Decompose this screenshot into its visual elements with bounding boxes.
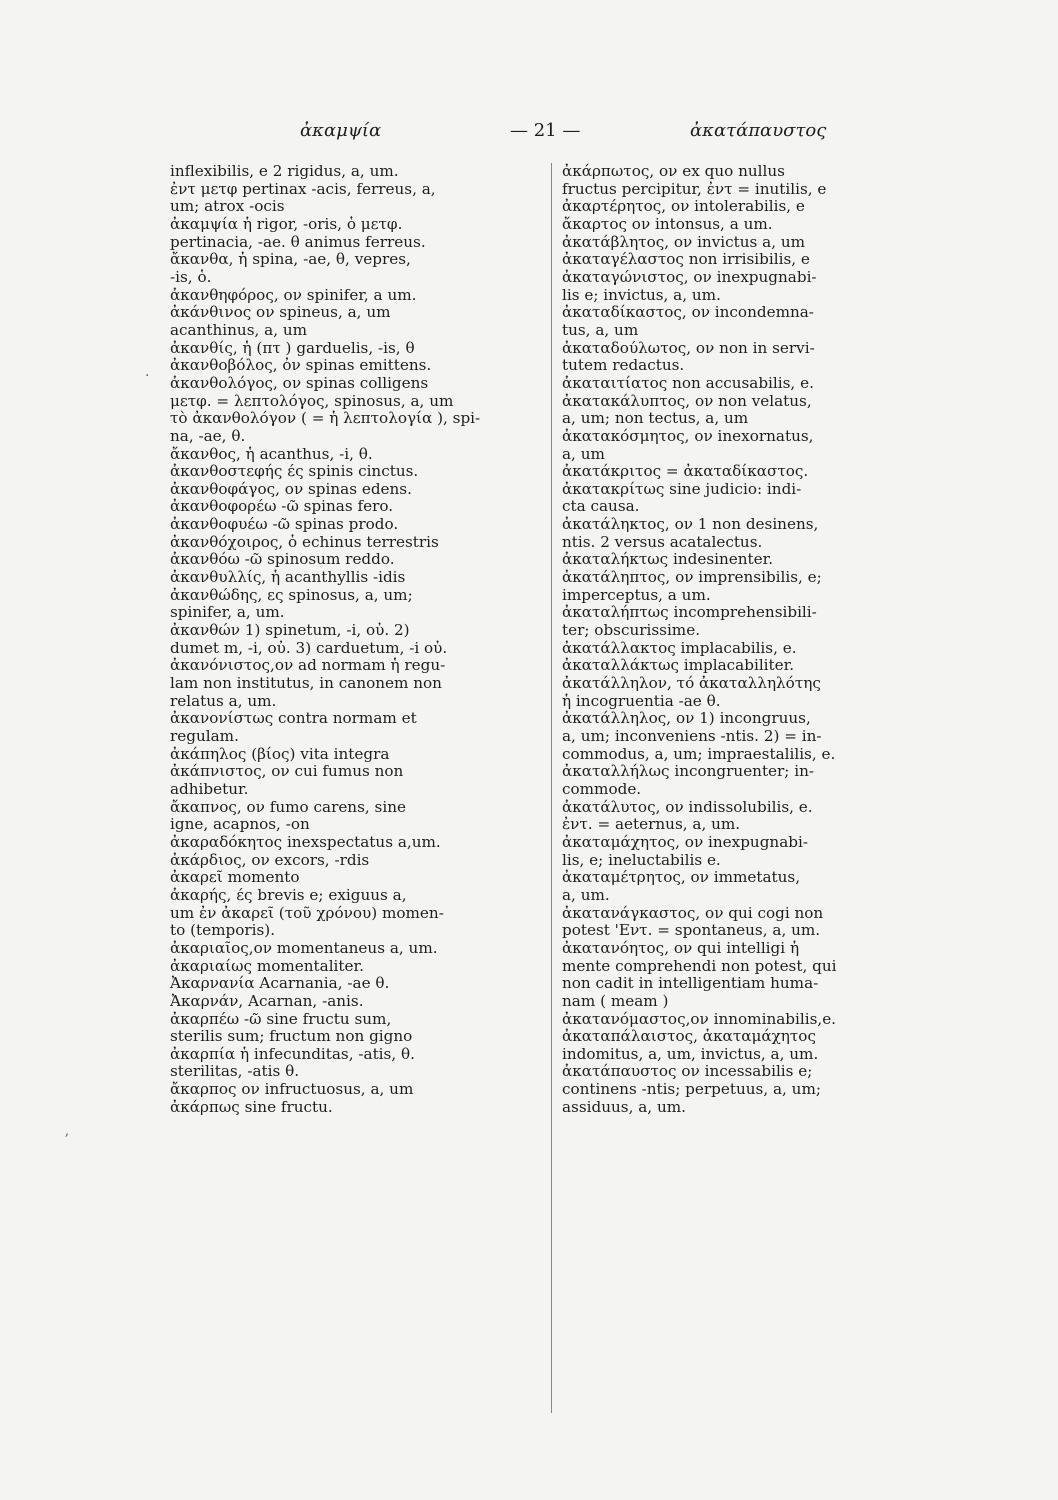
entry-line: τὸ ἀκανθολόγον ( = ἡ λεπτολογία ), spi-: [170, 410, 481, 428]
entry-line: ἀκανθολόγος, ον spinas colligens: [170, 374, 429, 392]
entry-line: a, um: [562, 445, 605, 463]
entry-line: assiduus, a, um.: [562, 1098, 686, 1116]
entry-line: sterilitas, -atis θ.: [170, 1063, 300, 1081]
entry-line: Ἀκαρνάν, Acarnan, -anis.: [170, 992, 364, 1010]
entry-line: ἀκαταλλήλως incongruenter; in-: [562, 763, 815, 781]
entry-line: ἀκανόνιστος,ον ad normam ἡ regu-: [170, 657, 446, 675]
entry-line: nam ( meam ): [562, 992, 669, 1010]
entry-line: mente comprehendi non potest, qui: [562, 957, 837, 975]
entry-line: ἀκανθοφορέω -ῶ spinas fero.: [170, 498, 394, 516]
entry-line: ἀκαρπία ἡ infecunditas, -atis, θ.: [170, 1045, 415, 1063]
left-column: [170, 163, 542, 1116]
entry-line: ἀκανθίς, ἡ (πτ ) garduelis, -is, θ: [170, 339, 415, 357]
margin-mark: ʼ: [64, 1132, 69, 1148]
entry-line: ἀκαταιτίατος non accusabilis, e.: [562, 374, 814, 392]
entry-line: ἀκανθυλλίς, ἡ acanthyllis -idis: [170, 569, 406, 587]
entry-line: commodus, a, um; impraestalilis, e.: [562, 745, 836, 763]
entry-line: fructus percipitur, ἐντ = inutilis, e: [562, 180, 827, 198]
entry-line: ἀκατάλυτος, ον indissolubilis, e.: [562, 798, 813, 816]
entry-line: ἀκαρής, ές brevis e; exiguus a,: [170, 886, 407, 904]
page-header: [160, 120, 900, 148]
entry-line: ἀκανθοφυέω -ῶ spinas prodo.: [170, 516, 399, 534]
entry-line: lis, e; ineluctabilis e.: [562, 851, 721, 869]
column-divider: [551, 163, 552, 1413]
entry-line: ἀκάρπως sine fructu.: [170, 1098, 333, 1116]
entry-line: ἀκατανόμαστος,ον innominabilis,e.: [562, 1010, 837, 1028]
entry-line: ἀκανθηφόρος, ον spinifer, a um.: [170, 286, 417, 304]
entry-line: ἀκατακόσμητος, ον inexornatus,: [562, 427, 814, 445]
entry-line: sterilis sum; fructum non gigno: [170, 1028, 413, 1046]
entry-line: ἀκανονίστως contra normam et: [170, 710, 417, 728]
entry-line: cta causa.: [562, 498, 640, 516]
entry-line: ἀκαταλλάκτως implacabiliter.: [562, 657, 795, 675]
entry-line: ἀκατάλλακτος implacabilis, e.: [562, 639, 797, 657]
entry-line: ἀκανθοφάγος, ον spinas edens.: [170, 480, 412, 498]
entry-line: ἀκαρτέρητος, ον intolerabilis, e: [562, 198, 805, 216]
entry-line: ἐντ. = aeternus, a, um.: [562, 816, 741, 834]
entry-line: ἀκανθόχοιρος, ὁ echinus terrestris: [170, 533, 439, 551]
entry-line: adhibetur.: [170, 780, 249, 798]
entry-line: ἀκαρεῖ momento: [170, 869, 300, 887]
entry-line: tus, a, um: [562, 321, 639, 339]
entry-line: potest 'Εντ. = spontaneus, a, um.: [562, 922, 821, 940]
entry-line: ἀκάνθινος ον spineus, a, um: [170, 304, 391, 322]
entry-line: ἀκαταδίκαστος, ον incondemna-: [562, 304, 814, 322]
entry-line: ἡ incogruentia -ae θ.: [562, 692, 721, 710]
entry-line: ἀκαταλήπτως incomprehensibili-: [562, 604, 817, 622]
entry-line: ἀκαταγώνιστος, ον inexpugnabi-: [562, 268, 817, 286]
entry-line: ἀκατακρίτως sine judicio: indi-: [562, 480, 802, 498]
entry-line: ἄκαπνος, ον fumo carens, sine: [170, 798, 406, 816]
entry-line: ἀκατανάγκαστος, ον qui cogi non: [562, 904, 824, 922]
entry-line: acanthinus, a, um: [170, 321, 308, 339]
entry-line: to (temporis).: [170, 922, 276, 940]
entry-line: indomitus, a, um, invictus, a, um.: [562, 1045, 819, 1063]
entry-line: a, um.: [562, 886, 610, 904]
entry-line: Ἀκαρνανία Acarnania, -ae θ.: [170, 975, 390, 993]
entry-line: ἀκατάλληλον, τό ἀκαταλληλότης: [562, 675, 821, 693]
entry-line: ἀκαραδόκητος inexspectatus a,um.: [170, 833, 441, 851]
entry-line: commode.: [562, 780, 642, 798]
entry-line: ἀκανθών 1) spinetum, -i, οὐ. 2): [170, 622, 410, 640]
entry-line: dumet m, -i, οὐ. 3) carduetum, -i οὐ.: [170, 639, 448, 657]
entry-line: a, um; inconveniens -ntis. 2) = in-: [562, 728, 822, 745]
header-left-guideword: ἀκαμψία: [300, 120, 382, 141]
entry-line: ἄκαρτος ον intonsus, a um.: [562, 215, 773, 233]
entry-line: ἀκατάβλητος, ον invictus a, um: [562, 233, 806, 251]
entry-line: non cadit in intelligentiam huma-: [562, 975, 819, 993]
entry-line: ἀκανθόω -ῶ spinosum reddo.: [170, 551, 395, 569]
entry-line: ἀκαρπέω -ῶ sine fructu sum,: [170, 1010, 392, 1028]
entry-line: ἀκατακάλυπτος, ον non velatus,: [562, 392, 812, 410]
entry-line: ἄκαρπος ον infructuosus, a, um: [170, 1081, 414, 1099]
margin-mark: ·: [145, 368, 150, 384]
entry-line: igne, acapnos, -on: [170, 816, 310, 834]
entry-line: ἀκάρπωτος, ον ex quo nullus: [562, 163, 785, 180]
entry-line: μετφ. = λεπτολόγος, spinosus, a, um: [170, 392, 454, 410]
entry-line: ἀκατάλληλος, ον 1) incongruus,: [562, 710, 811, 728]
right-column: [562, 163, 900, 1116]
entry-line: ἀκαριαίως momentaliter.: [170, 957, 364, 975]
entry-line: ἀκατάληκτος, ον 1 non desinens,: [562, 516, 819, 534]
header-right-guideword: ἀκατάπαυστος: [690, 120, 827, 141]
entry-line: ἄκανθα, ἡ spina, -ae, θ, vepres,: [170, 251, 411, 269]
entry-line: spinifer, a, um.: [170, 604, 285, 622]
entry-line: lam non institutus, in canonem non: [170, 675, 442, 693]
entry-line: ἄκανθος, ἡ acanthus, -i, θ.: [170, 445, 373, 463]
entry-line: ntis. 2 versus acatalectus.: [562, 533, 763, 551]
page-number: — 21 —: [510, 120, 581, 141]
entry-line: ἀκανθοβόλος, ὀν spinas emittens.: [170, 357, 432, 375]
entry-line: ἀκαμψία ἡ rigor, -oris, ὁ μετφ.: [170, 215, 403, 233]
entry-line: ἀκάπηλος (βίος) vita integra: [170, 745, 390, 763]
entry-line: ἀκατάληπτος, ον imprensibilis, e;: [562, 569, 822, 587]
entry-line: -is, ὁ.: [170, 268, 212, 286]
entry-line: ἀκατανόητος, ον qui intelligi ἡ: [562, 939, 800, 957]
entry-line: imperceptus, a um.: [562, 586, 711, 604]
entry-line: ἀκανθοστεφής ές spinis cinctus.: [170, 463, 419, 481]
entry-line: ἀκάπνιστος, ον cui fumus non: [170, 763, 404, 781]
entry-line: ἀκαταλήκτως indesinenter.: [562, 551, 774, 569]
entry-line: ἀκαριαῖος,ον momentaneus a, um.: [170, 939, 438, 957]
entry-line: ἀκαταγέλαστος non irrisibilis, e: [562, 251, 810, 269]
entry-line: a, um; non tectus, a, um: [562, 410, 749, 428]
entry-line: regulam.: [170, 728, 239, 745]
entry-line: continens -ntis; perpetuus, a, um;: [562, 1081, 821, 1099]
entry-line: ἀκανθώδης, ες spinosus, a, um;: [170, 586, 413, 604]
entry-line: ἀκαταμέτρητος, ον immetatus,: [562, 869, 801, 887]
entry-line: ἐντ μετφ pertinax -acis, ferreus, a,: [170, 180, 436, 198]
entry-line: ἀκατάπαυστος ον incessabilis e;: [562, 1063, 813, 1081]
entry-line: ἀκάρδιος, ον excors, -rdis: [170, 851, 370, 869]
entry-line: um; atrox -ocis: [170, 198, 285, 216]
entry-line: um ἐν ἀκαρεῖ (τοῦ χρόνου) momen-: [170, 904, 444, 922]
entry-line: ἀκατάκριτος = ἀκαταδίκαστος.: [562, 463, 809, 481]
entry-line: lis e; invictus, a, um.: [562, 286, 721, 304]
entry-line: ἀκαταδούλωτος, ον non in servi-: [562, 339, 815, 357]
entry-line: ter; obscurissime.: [562, 622, 701, 640]
entry-line: relatus a, um.: [170, 692, 277, 710]
entry-line: pertinacia, -ae. θ animus ferreus.: [170, 233, 426, 251]
entry-line: ἀκαταπάλαιστος, ἀκαταμάχητος: [562, 1028, 816, 1046]
entry-line: inflexibilis, e 2 rigidus, a, um.: [170, 163, 399, 180]
entry-line: ἀκαταμάχητος, ον inexpugnabi-: [562, 833, 808, 851]
entry-line: tutem redactus.: [562, 357, 685, 375]
entry-line: na, -ae, θ.: [170, 427, 246, 445]
